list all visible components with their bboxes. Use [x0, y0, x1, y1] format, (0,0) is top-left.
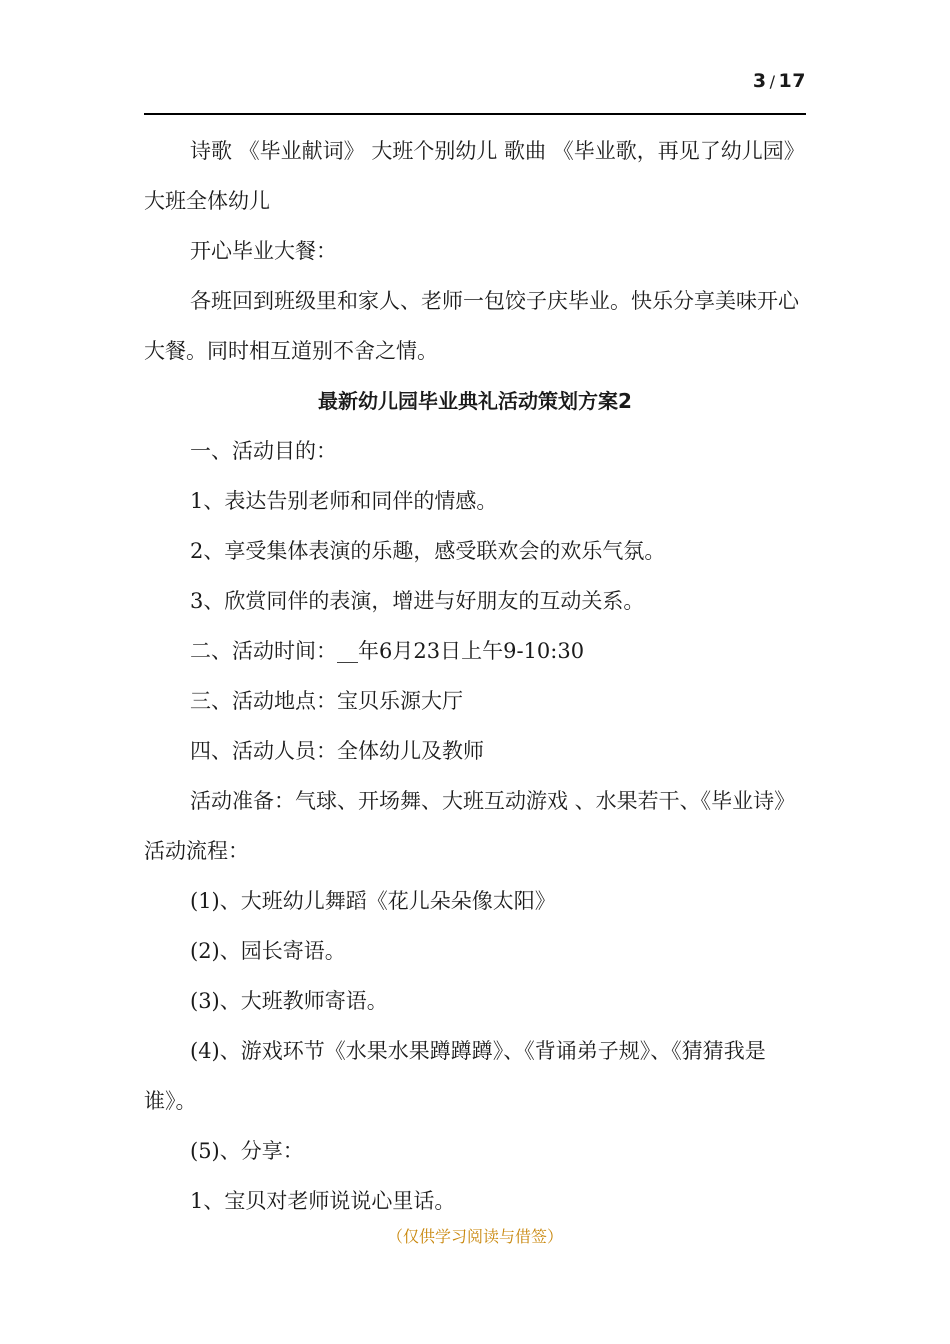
paragraph: 活动准备：气球、开场舞、大班互动游戏 、水果若干、《毕业诗》 活动流程：	[144, 789, 796, 863]
page-number-total: 17	[778, 70, 806, 92]
paragraph: 三、活动地点：宝贝乐源大厅	[190, 689, 463, 713]
page-number	[753, 70, 806, 92]
paragraph: 1、表达告别老师和同伴的情感。	[190, 489, 498, 513]
paragraph: 二、活动时间：__年6月23日上午9-10:30	[190, 639, 585, 663]
paragraph: (5)、分享：	[190, 1139, 304, 1163]
page-number-current: 3	[752, 70, 767, 92]
paragraph: (1)、大班幼儿舞蹈《花儿朵朵像太阳》	[190, 889, 556, 913]
paragraph: 四、活动人员：全体幼儿及教师	[190, 739, 484, 763]
section-title: 最新幼儿园毕业典礼活动策划方案2	[318, 389, 632, 413]
paragraph: (3)、大班教师寄语。	[190, 989, 388, 1013]
paragraph: 3、欣赏同伴的表演，增进与好朋友的互动关系。	[190, 589, 645, 613]
paragraph: 一、活动目的：	[190, 439, 337, 463]
paragraph: 开心毕业大餐：	[190, 239, 337, 263]
paragraph: 2、享受集体表演的乐趣，感受联欢会的欢乐气氛。	[190, 539, 666, 563]
paragraph: (4)、游戏环节《水果水果蹲蹲蹲》、《背诵弟子规》、《猜猜我是谁》。	[144, 1039, 766, 1113]
page-number-separator: /	[769, 72, 776, 91]
paragraph: 1、宝贝对老师说说心里话。	[190, 1189, 456, 1213]
paragraph: (2)、园长寄语。	[190, 939, 346, 963]
paragraph: 各班回到班级里和家人、老师一包饺子庆毕业。快乐分享美味开心大餐。同时相互道别不舍之情。	[144, 289, 799, 363]
footer-note: （仅供学习阅读与借签）	[386, 1227, 563, 1246]
document-body	[144, 126, 806, 1226]
header-divider	[144, 113, 806, 115]
paragraph: 诗歌 《毕业献词》 大班个别幼儿 歌曲 《毕业歌，再见了幼儿园》 大班全体幼儿	[144, 139, 805, 213]
